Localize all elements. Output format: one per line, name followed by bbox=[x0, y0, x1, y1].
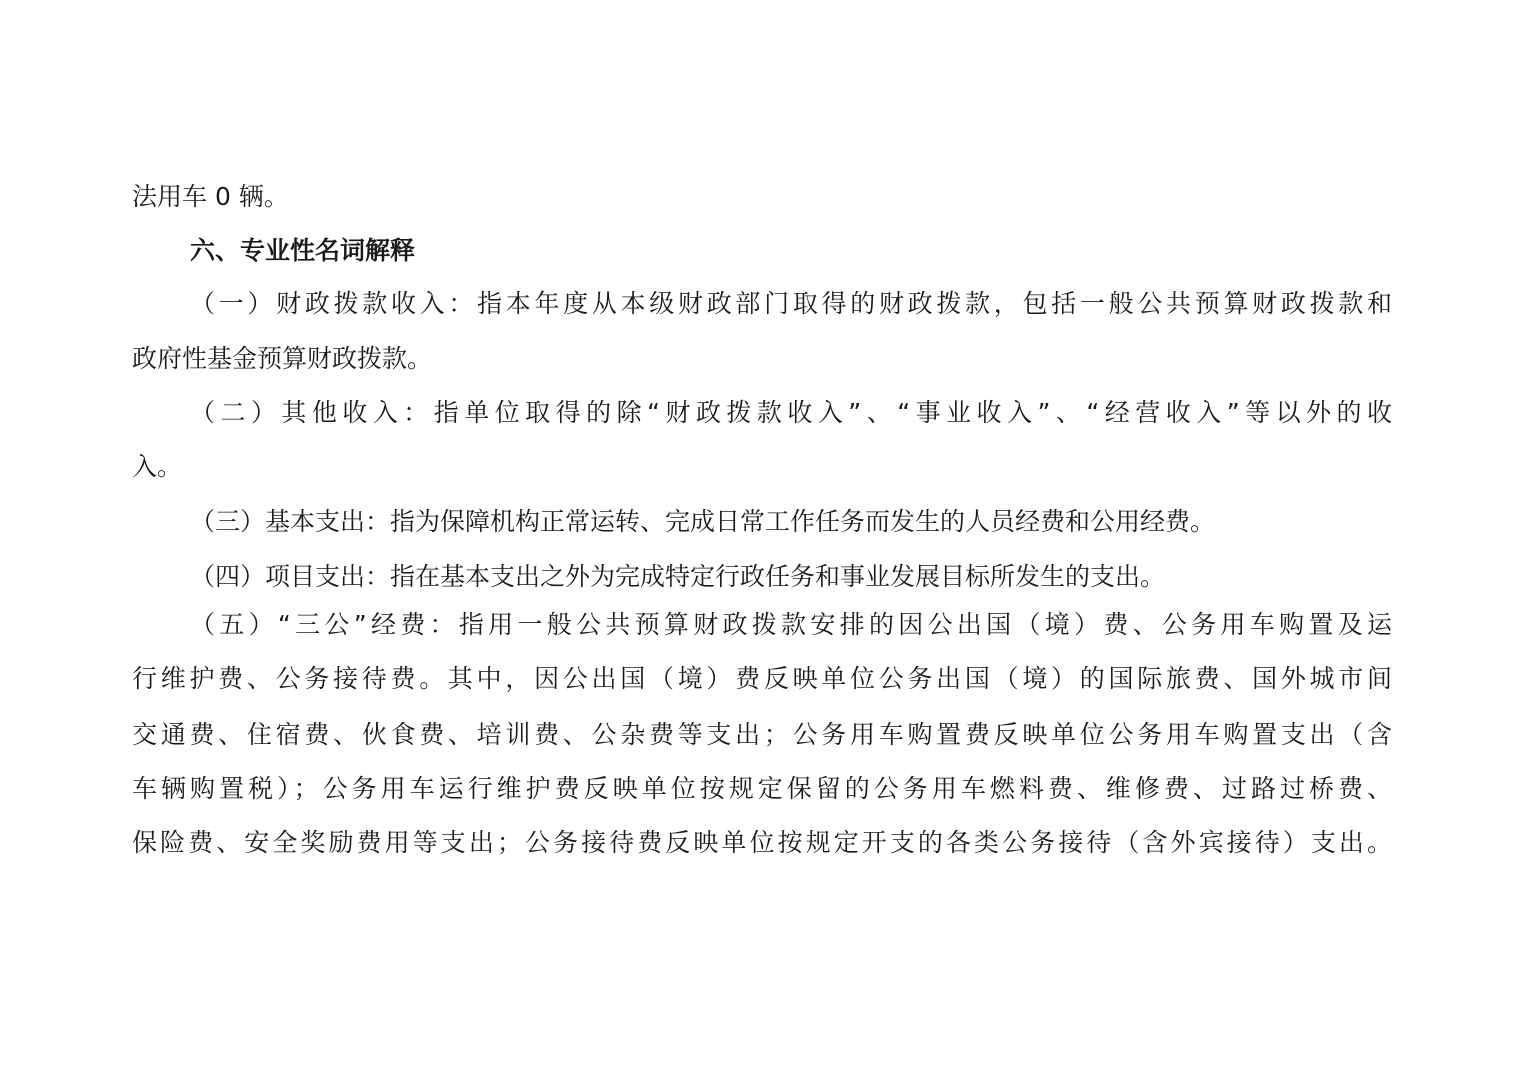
section-heading: 六、专业性名词解释 bbox=[190, 236, 416, 265]
text-line: 入。 bbox=[132, 452, 183, 481]
text-line: （二）其他收入：指单位取得的除“财政拨款收入”、“事业收入”、“经营收入”等以外的收 bbox=[190, 398, 1392, 427]
text-line: （五）“三公”经费：指用一般公共预算财政拨款安排的因公出国（境）费、公务用车购置及运 bbox=[190, 610, 1392, 639]
text-line: 保险费、安全奖励费用等支出；公务接待费反映单位按规定开支的各类公务接待（含外宾接待）支出。 bbox=[132, 828, 1392, 857]
text-line: （三）基本支出：指为保障机构正常运转、完成日常工作任务而发生的人员经费和公用经费。 bbox=[190, 507, 1216, 536]
text-line: 法用车 0 辆。 bbox=[132, 182, 289, 211]
text-line: （四）项目支出：指在基本支出之外为完成特定行政任务和事业发展目标所发生的支出。 bbox=[190, 562, 1166, 591]
text-line: 政府性基金预算财政拨款。 bbox=[132, 344, 433, 373]
text-line: 行维护费、公务接待费。其中，因公出国（境）费反映单位公务出国（境）的国际旅费、国外城市间 bbox=[132, 664, 1392, 693]
text-line: 交通费、住宿费、伙食费、培训费、公杂费等支出；公务用车购置费反映单位公务用车购置支出（含 bbox=[132, 720, 1392, 749]
text-line: 车辆购置税）；公务用车运行维护费反映单位按规定保留的公务用车燃料费、维修费、过路过桥费、 bbox=[132, 774, 1392, 803]
text-line: （一）财政拨款收入：指本年度从本级财政部门取得的财政拨款，包括一般公共预算财政拨款和 bbox=[190, 289, 1392, 318]
